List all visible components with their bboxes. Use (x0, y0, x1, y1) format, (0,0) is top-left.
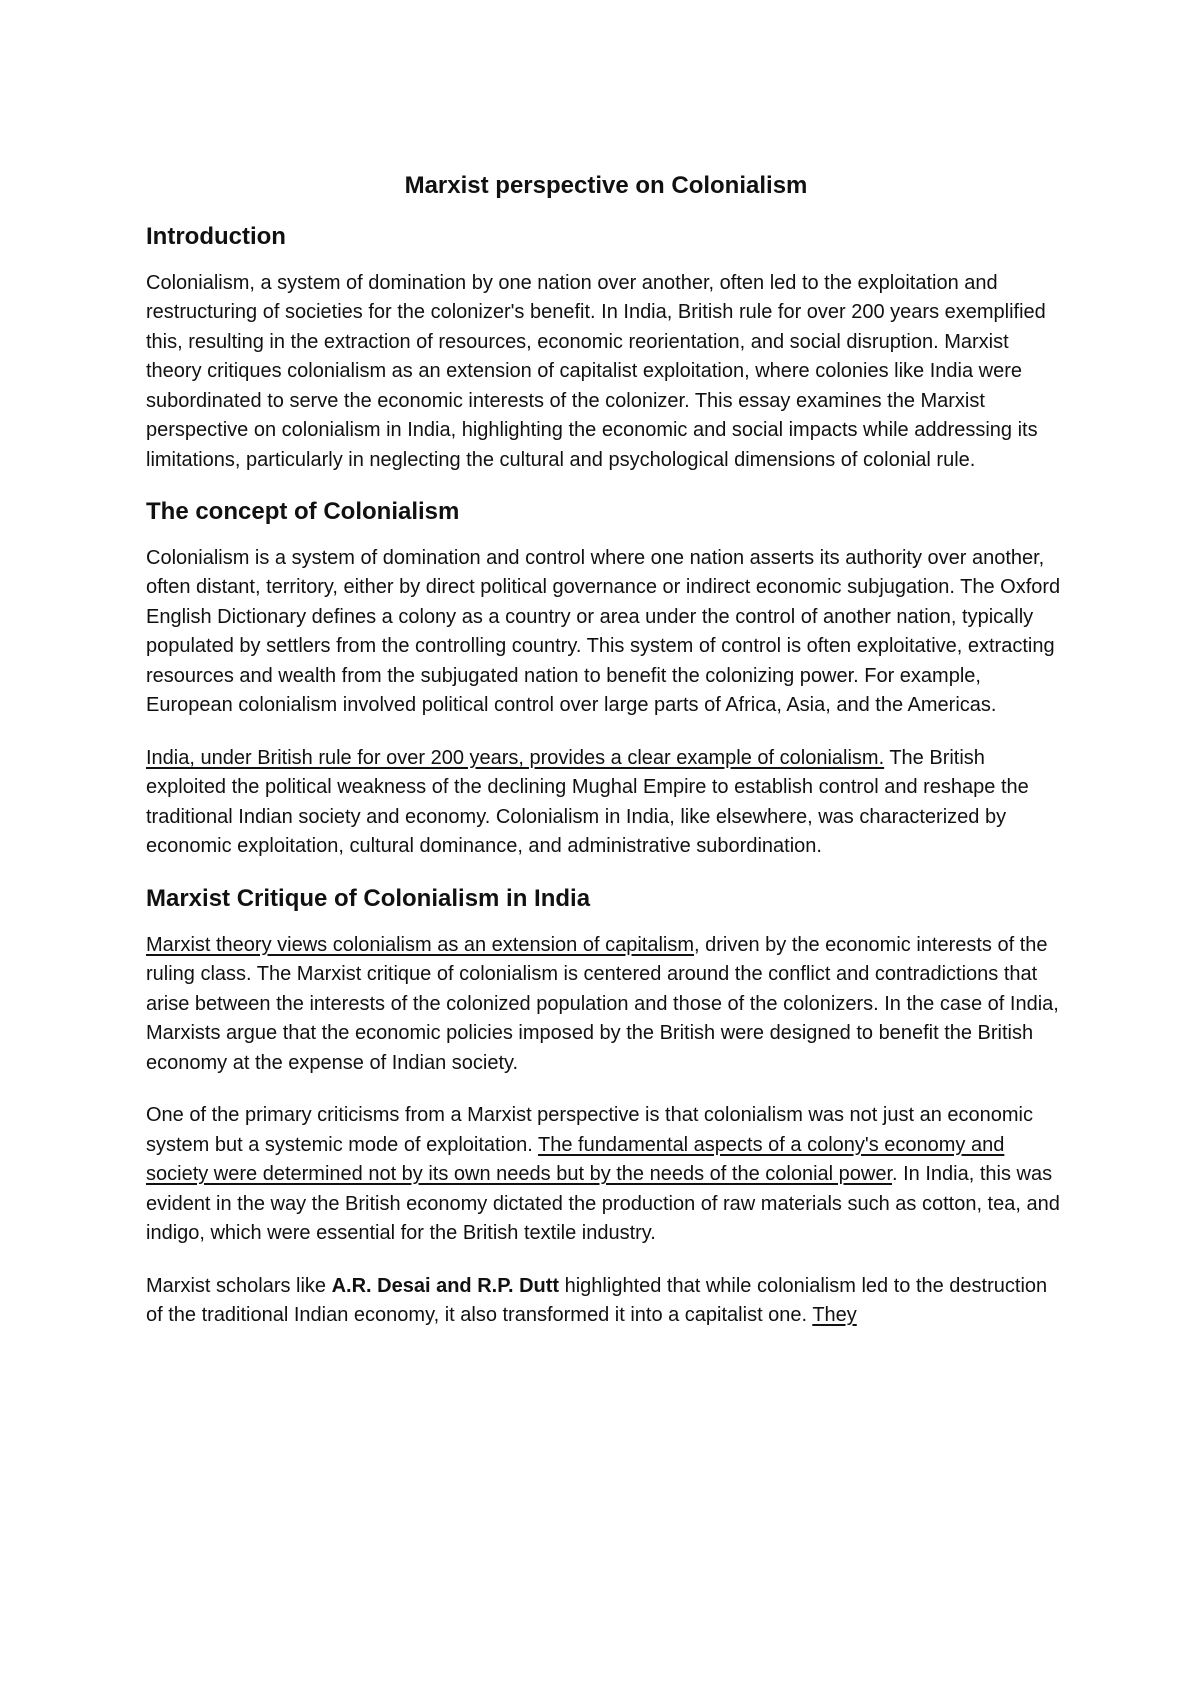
document-body (146, 172, 1066, 1354)
paragraph-text: The British exploited the political weakness of the declining Mughal Empire to establish control and reshape the traditional Indian society and economy. Colonialism in India, like elsewhere, was characterized by economic exploitation, cultural dominance, and administrative subordination. (146, 746, 1029, 858)
critique-paragraph-1 (146, 931, 1066, 1079)
underlined-text: The fundamental aspects of a colony's economy and society were determined not by its own needs but by the needs of the colonial power (146, 1133, 1005, 1186)
critique-heading: Marxist Critique of Colonialism in India (146, 884, 591, 912)
paragraph-text: Marxist scholars like (146, 1274, 332, 1297)
scholar-names: A.R. Desai and R.P. Dutt (331, 1274, 560, 1297)
paragraph-text: One of the primary criticisms from a Marxist perspective is that colonialism was not just an economic system but a systemic mode of exploitation. (146, 1104, 1033, 1156)
concept-heading: The concept of Colonialism (146, 498, 460, 526)
concept-paragraph-2 (146, 744, 1066, 862)
introduction-paragraph: Colonialism, a system of domination by one nation over another, often led to the exploitation and restructuring of societies for the colonizer's benefit. In India, British rule for over 200 years exemplified this, resulting in the extraction of resources, economic reorientation, and social disruption. Marxist theory critiques colonialism as an extension of capitalist exploitation, where colonies like India were subordinated to serve the economic interests of the colonizer. This essay examines the Marxist perspective on colonialism in India, highlighting the economic and social impacts while addressing its limitations, particularly in neglecting the cultural and psychological dimensions of colonial rule. (146, 271, 1046, 471)
concept-paragraph-1: Colonialism is a system of domination and control where one nation asserts its authority over another, often distant, territory, either by direct political governance or indirect economic subjugation. The Oxford English Dictionary defines a colony as a country or area under the control of another nation, typically populated by settlers from the controlling country. This system of control is often exploitative, extracting resources and wealth from the subjugated nation to benefit the colonizing power. For example, European colonialism involved political control over large parts of Africa, Asia, and the Americas. (146, 546, 1061, 717)
underlined-text: India, under British rule for over 200 years, provides a clear example of colonialism. (146, 746, 885, 769)
document-title: Marxist perspective on Colonialism (404, 172, 808, 199)
underlined-text: They (812, 1304, 857, 1327)
paragraph-text: highlighted that while colonialism led to the destruction of the traditional Indian economy, it also transformed it into a capitalist one. (146, 1274, 1048, 1327)
critique-paragraph-3 (146, 1272, 1066, 1331)
paragraph-text: . In India, this was evident in the way the British economy dictated the production of raw materials such as cotton, tea, and indigo, which were essential for the British textile industry. (146, 1163, 1060, 1245)
paragraph-text: , driven by the economic interests of the ruling class. The Marxist critique of colonialism is centered around the conflict and contradictions that arise between the interests of the colonized population and those of the colonizers. In the case of India, Marxists argue that the economic policies imposed by the British were designed to benefit the British economy at the expense of Indian society. (146, 933, 1059, 1074)
underlined-text: Marxist theory views colonialism as an extension of capitalism (146, 933, 694, 956)
critique-paragraph-2 (146, 1101, 1066, 1249)
introduction-heading: Introduction (146, 222, 286, 250)
